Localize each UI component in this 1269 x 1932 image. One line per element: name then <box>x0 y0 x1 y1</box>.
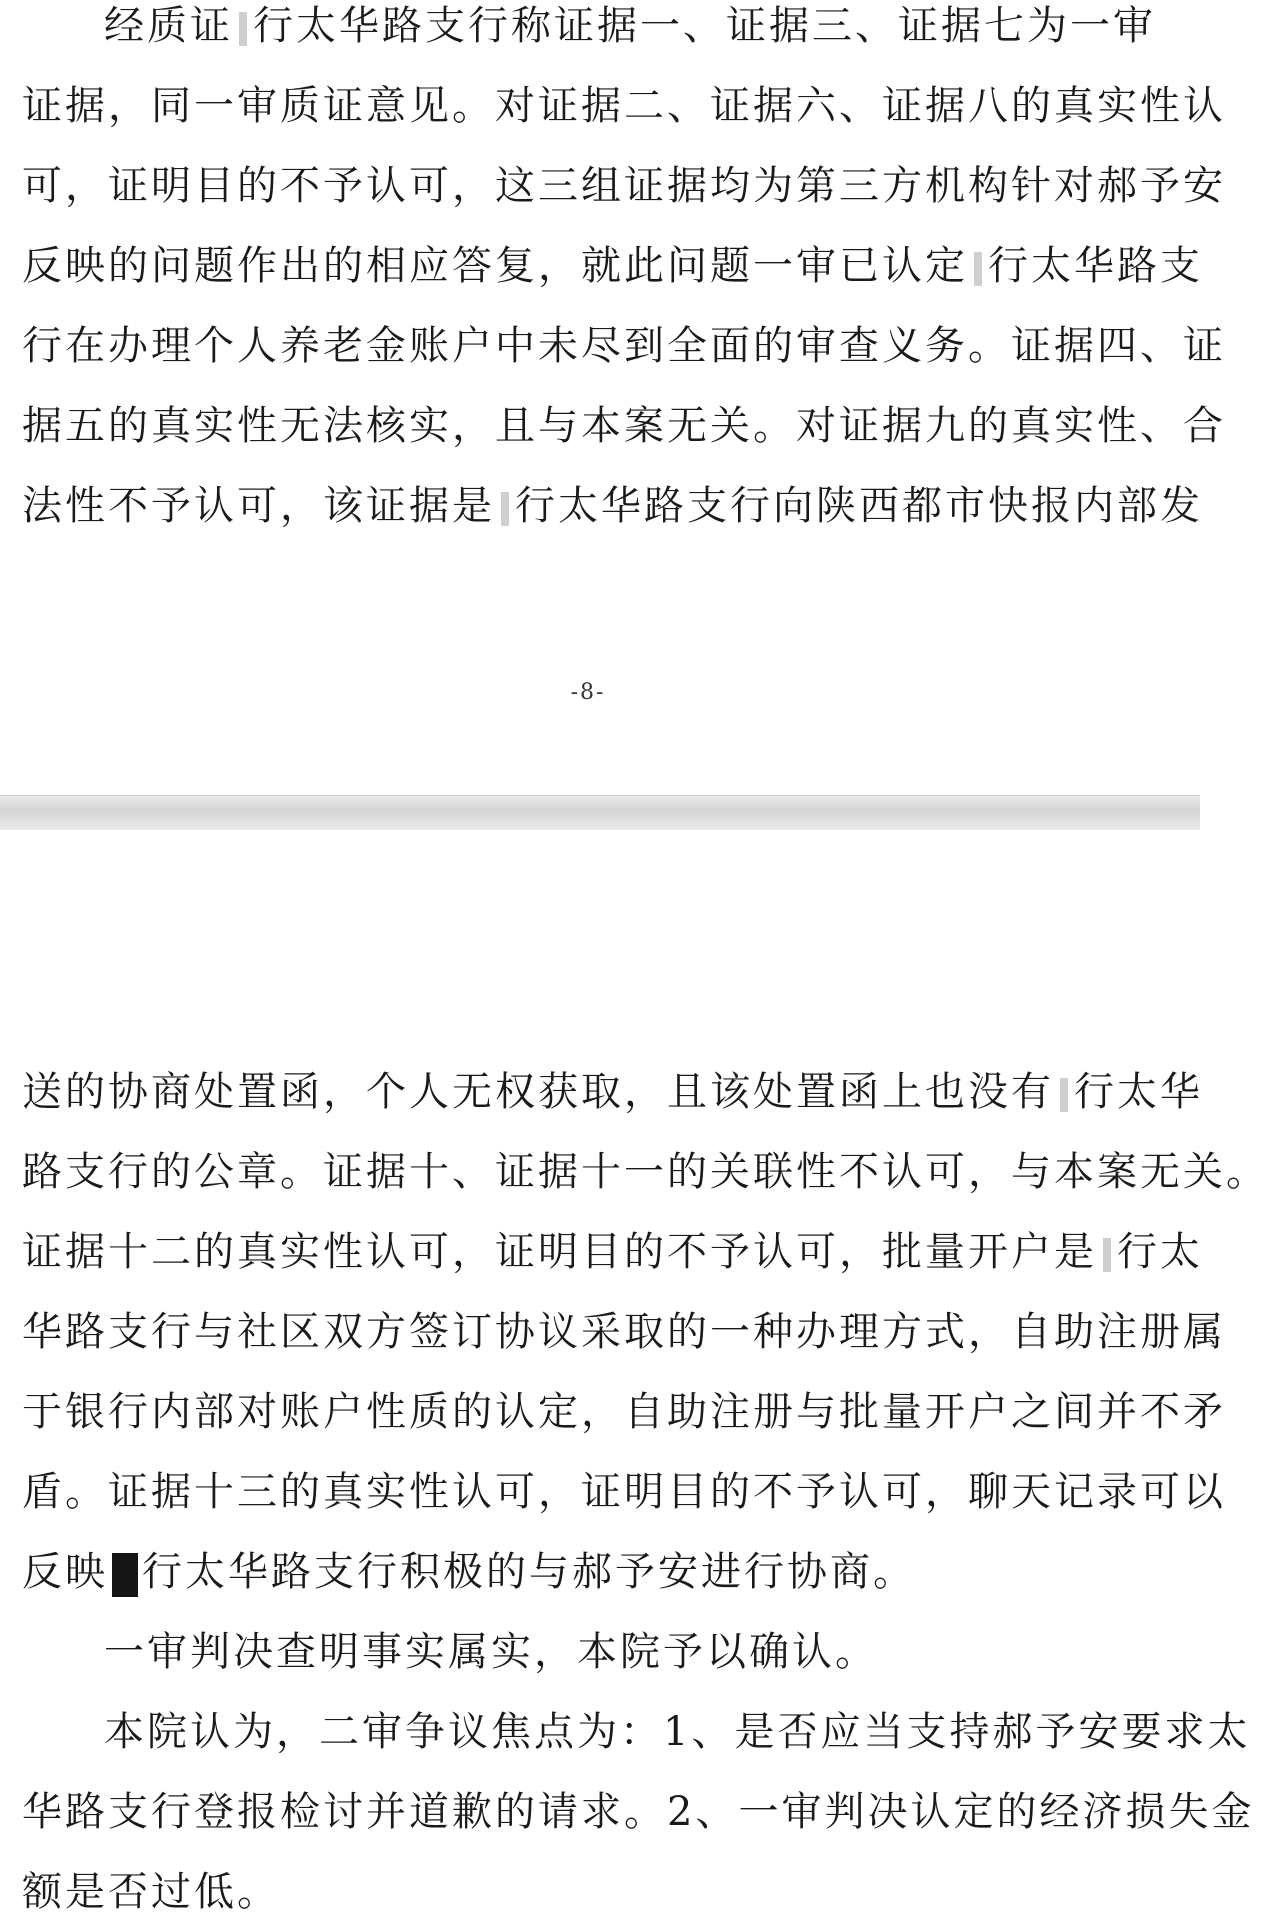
redaction-mark <box>112 1553 138 1597</box>
text-line <box>22 1772 1255 1852</box>
line-text: 证据，同一审质证意见。对证据二、证据六、证据八的真实性认 <box>22 83 1226 129</box>
redaction-mark <box>1103 1238 1111 1272</box>
text-line <box>22 0 1178 66</box>
text-line <box>22 466 1203 546</box>
line-text: 盾。证据十三的真实性认可，证明目的不予认可，聊天记录可以 <box>22 1469 1226 1515</box>
line-text: 路支行的公章。证据十、证据十一的关联性不认可，与本案无关。 <box>22 1149 1269 1195</box>
line-text: 于银行内部对账户性质的认定，自助注册与批量开户之间并不矛 <box>22 1389 1226 1435</box>
text-line <box>22 1612 1178 1692</box>
text-line <box>22 1692 1251 1772</box>
line-text: 本院认为，二审争议焦点为：1、是否应当支持郝予安要求太 <box>104 1709 1251 1755</box>
line-text: 行太华路支行称证据一、证据三、证据七为一审 <box>253 3 1156 49</box>
line-text: 反映 <box>22 1549 108 1595</box>
page-separator <box>0 795 1200 832</box>
line-text: 行太华路支 <box>988 243 1203 289</box>
redaction-mark <box>501 492 509 526</box>
line-text: 行在办理个人养老金账户中未尽到全面的审查义务。证据四、证 <box>22 323 1226 369</box>
line-text: 据五的真实性无法核实，且与本案无关。对证据九的真实性、合 <box>22 403 1226 449</box>
line-text: 可，证明目的不予认可，这三组证据均为第三方机构针对郝予安 <box>22 163 1226 209</box>
text-line <box>22 1852 1178 1932</box>
page-9-text <box>22 1052 1269 1932</box>
line-text: 行太华 <box>1074 1069 1203 1115</box>
text-line <box>22 146 1226 226</box>
line-text: 证据十二的真实性认可，证明目的不予认可，批量开户是 <box>22 1229 1097 1275</box>
line-text: 行太 <box>1117 1229 1203 1275</box>
text-line <box>22 1052 1203 1132</box>
line-text: 送的协商处置函，个人无权获取，且该处置函上也没有 <box>22 1069 1054 1115</box>
redaction-mark <box>239 12 247 46</box>
line-text: 额是否过低。 <box>22 1869 280 1915</box>
text-line <box>22 386 1226 466</box>
line-text: 经质证 <box>104 3 233 49</box>
text-line <box>22 1452 1226 1532</box>
text-line <box>22 66 1226 146</box>
line-text: 行太华路支行向陕西都市快报内部发 <box>515 483 1203 529</box>
line-text: 华路支行登报检讨并道歉的请求。2、一审判决认定的经济损失金 <box>22 1789 1255 1835</box>
line-text: 一审判决查明事实属实，本院予以确认。 <box>104 1629 878 1675</box>
redaction-mark <box>1060 1078 1068 1112</box>
text-line <box>22 1132 1269 1212</box>
text-line <box>22 1372 1226 1452</box>
line-text: 行太华路支行积极的与郝予安进行协商。 <box>142 1549 916 1595</box>
line-text: 华路支行与社区双方签订协议采取的一种办理方式，自助注册属 <box>22 1309 1226 1355</box>
text-line <box>22 306 1226 386</box>
line-text: 法性不予认可，该证据是 <box>22 483 495 529</box>
text-line <box>22 226 1203 306</box>
text-line <box>22 1212 1203 1292</box>
line-text: 反映的问题作出的相应答复，就此问题一审已认定 <box>22 243 968 289</box>
text-line <box>22 1532 1178 1612</box>
page-8-text <box>22 0 1226 546</box>
redaction-mark <box>974 252 982 286</box>
document-page-8 <box>0 0 1226 795</box>
text-line <box>22 1292 1226 1372</box>
page-number: -8- <box>570 680 606 705</box>
